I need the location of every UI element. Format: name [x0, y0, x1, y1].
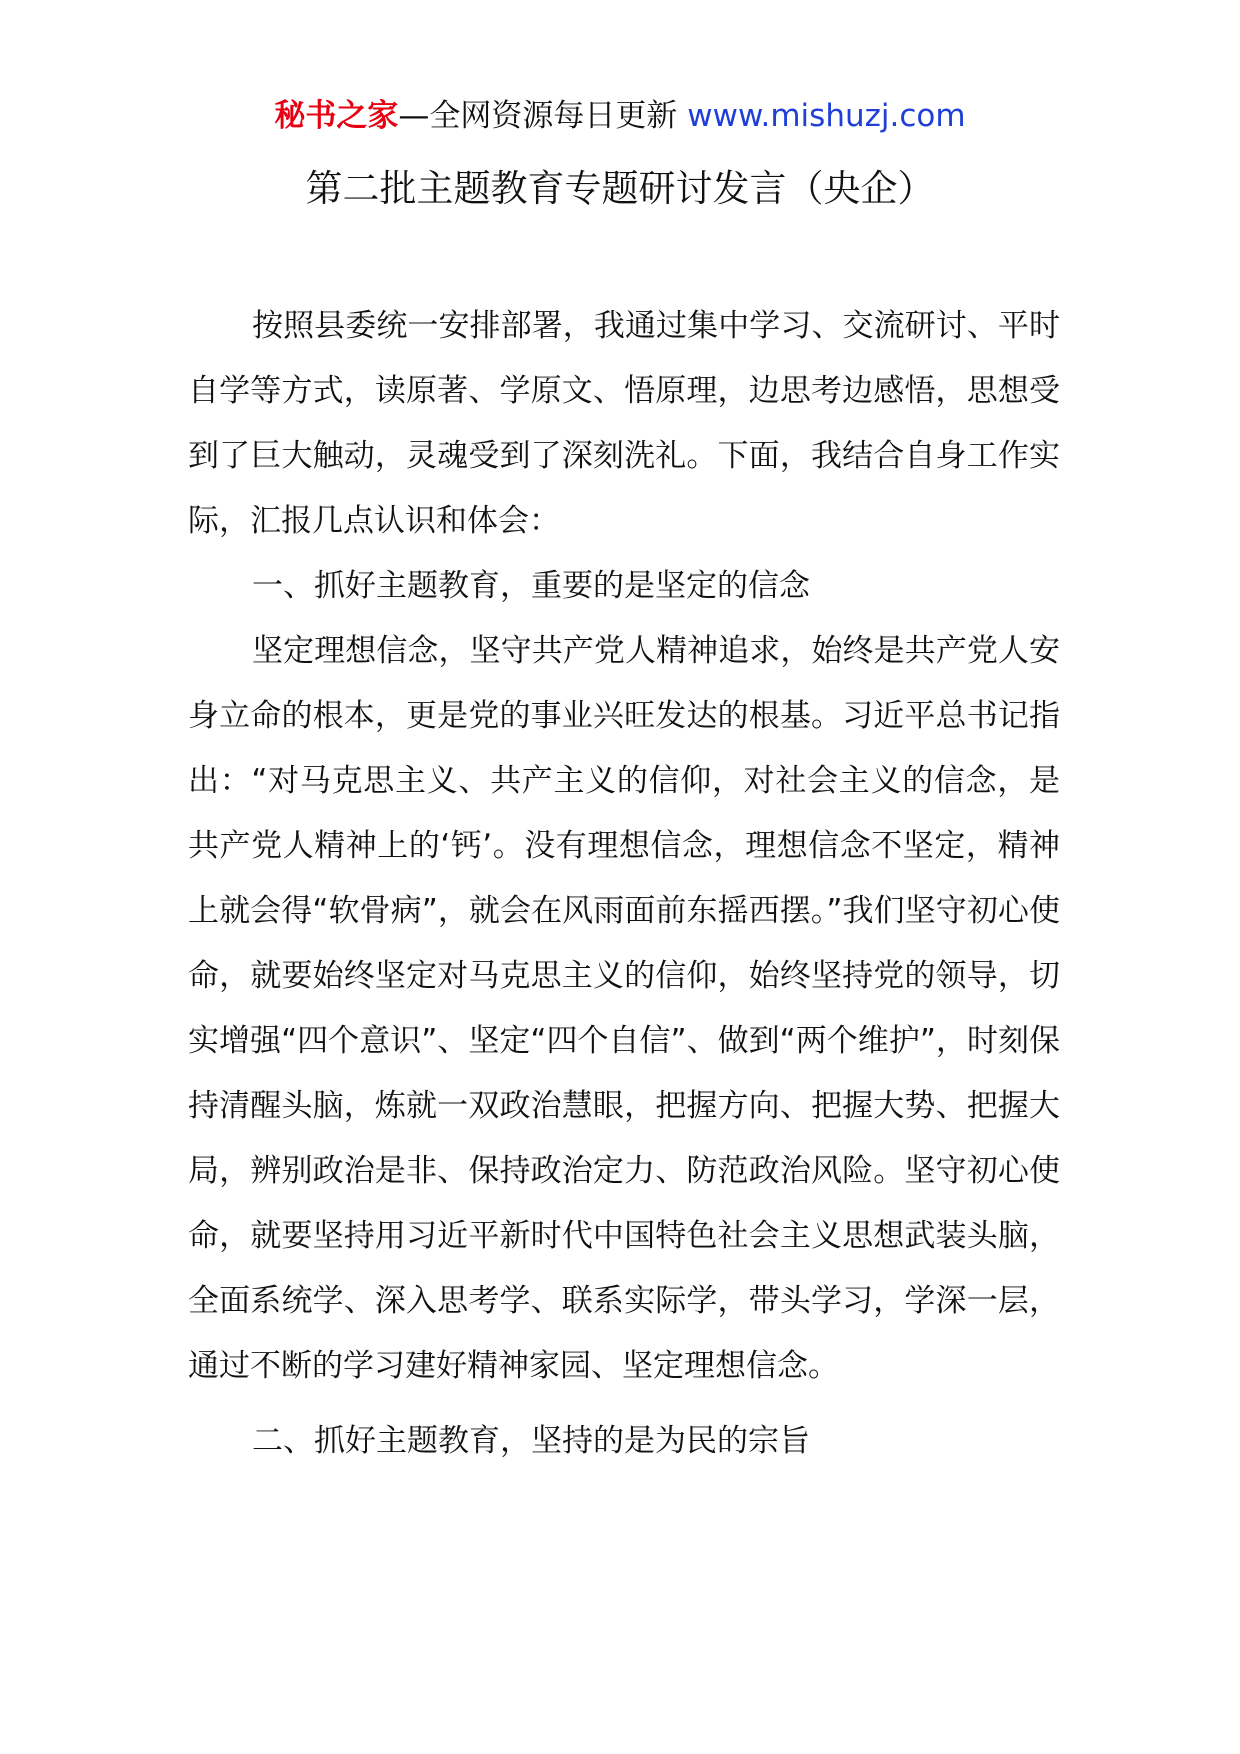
intro-paragraph: 按照县委统一安排部署，我通过集中学习、交流研讨、平时自学等方式，读原著、学原文、悟原理，边思考边感悟，思想受到了巨大触动，灵魂受到了深刻洗礼。下面，我结合自身工作实际，汇报几点认识和体会：	[188, 308, 1060, 539]
section-1-paragraph: 坚定理想信念，坚守共产党人精神追求，始终是共产党人安身立命的根本，更是党的事业兴旺发达的根基。习近平总书记指出：“对马克思主义、共产主义的信仰，对社会主义的信念，是共产党人精神上的‘钙’。没有理想信念，理想信念不坚定，精神上就会得“软骨病”，就会在风雨面前东摇西摆。”我们坚守初心使命，就要始终坚定对马克思主义的信仰，始终坚持党的领导，切实增强“四个意识”、坚定“四个自信”、做到“两个维护”，时刻保持清醒头脑，炼就一双政治慧眼，把握方向、把握大势、把握大局，辨别政治是非、保持政治定力、防范政治风险。坚守初心使命，就要坚持用习近平新时代中国特色社会主义思想武装头脑，全面系统学、深入思考学、联系实际学，带头学习，学深一层，通过不断的学习建好精神家园、坚定理想信念。	[188, 633, 1060, 1384]
section-heading-2: 二、抓好主题教育，坚持的是为民的宗旨	[252, 1423, 810, 1459]
document-title: 第二批主题教育专题研讨发言（央企）	[305, 167, 935, 210]
site-url-link[interactable]: www.mishuzj.com	[687, 98, 966, 134]
site-slogan: —全网资源每日更新	[398, 98, 678, 134]
section-heading-1: 一、抓好主题教育，重要的是坚定的信念	[252, 568, 810, 604]
site-header	[0, 96, 1240, 136]
section-gap	[188, 1399, 1060, 1409]
document-body	[188, 294, 1060, 1474]
brand-name: 秘书之家	[274, 98, 399, 134]
